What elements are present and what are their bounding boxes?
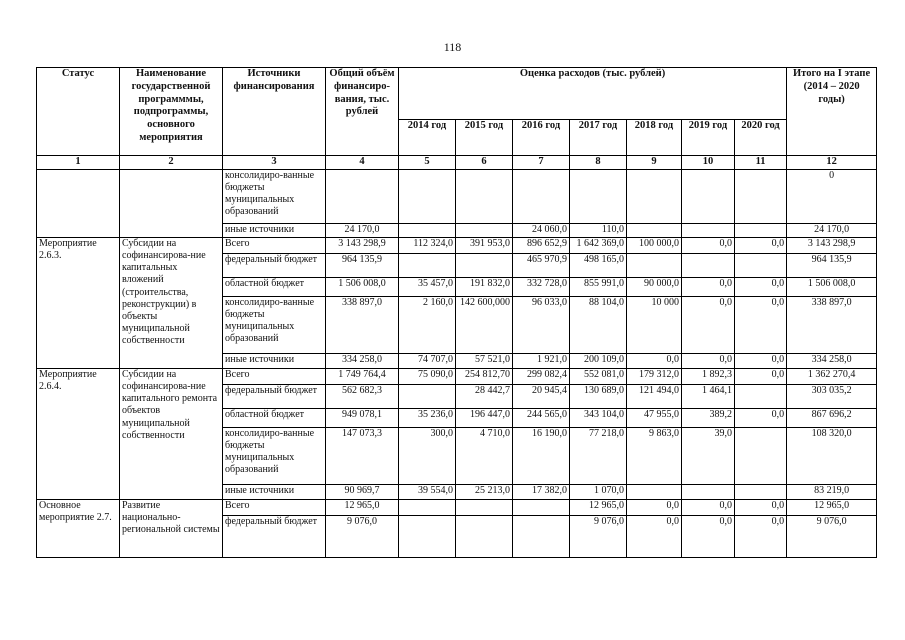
year-amount-cell: 0,0	[627, 499, 682, 515]
stage-total-cell: 83 219,0	[787, 484, 877, 499]
table-body	[37, 169, 877, 557]
year-amount-cell: 1 892,3	[682, 368, 735, 384]
year-amount-cell: 300,0	[399, 427, 456, 484]
funding-source-cell: федеральный бюджет	[223, 253, 326, 277]
column-number: 8	[570, 156, 627, 170]
year-amount-cell: 552 081,0	[570, 368, 627, 384]
stage-total-cell: 0	[787, 169, 877, 223]
year-amount-cell	[399, 515, 456, 557]
year-amount-cell	[513, 515, 570, 557]
year-amount-cell: 112 324,0	[399, 237, 456, 253]
year-amount-cell: 57 521,0	[456, 353, 513, 368]
year-amount-cell: 0,0	[735, 277, 787, 296]
year-amount-cell: 121 494,0	[627, 384, 682, 408]
stage-total-cell: 1 362 270,4	[787, 368, 877, 384]
total-amount-cell: 147 073,3	[326, 427, 399, 484]
year-amount-cell: 196 447,0	[456, 408, 513, 427]
column-number: 12	[787, 156, 877, 170]
year-amount-cell	[735, 384, 787, 408]
year-amount-cell: 179 312,0	[627, 368, 682, 384]
header-funding-source: Источники финансирования	[223, 68, 326, 156]
year-amount-cell	[456, 515, 513, 557]
total-amount-cell: 9 076,0	[326, 515, 399, 557]
funding-source-cell: областной бюджет	[223, 277, 326, 296]
year-amount-cell	[399, 253, 456, 277]
year-amount-cell	[682, 169, 735, 223]
year-amount-cell: 142 600,000	[456, 296, 513, 353]
year-amount-cell	[456, 223, 513, 237]
year-amount-cell	[570, 169, 627, 223]
total-amount-cell: 12 965,0	[326, 499, 399, 515]
year-amount-cell: 2 160,0	[399, 296, 456, 353]
column-number: 10	[682, 156, 735, 170]
year-amount-cell: 1 464,1	[682, 384, 735, 408]
year-amount-cell	[513, 499, 570, 515]
stage-total-cell: 867 696,2	[787, 408, 877, 427]
status-cell: Мероприятие 2.6.4.	[37, 368, 120, 499]
year-amount-cell: 0,0	[735, 499, 787, 515]
year-amount-cell: 0,0	[682, 499, 735, 515]
header-status: Статус	[37, 68, 120, 156]
header-expense-estimate: Оценка расходов (тыс. рублей)	[399, 68, 787, 120]
year-amount-cell: 1 070,0	[570, 484, 627, 499]
header-year: 2018 год	[627, 120, 682, 156]
year-amount-cell: 244 565,0	[513, 408, 570, 427]
header-total-amount: Общий объём финансиро-вания, тыс. рублей	[326, 68, 399, 156]
total-amount-cell: 3 143 298,9	[326, 237, 399, 253]
year-amount-cell	[735, 253, 787, 277]
year-amount-cell: 343 104,0	[570, 408, 627, 427]
total-amount-cell: 964 135,9	[326, 253, 399, 277]
year-amount-cell: 0,0	[735, 353, 787, 368]
year-amount-cell: 0,0	[682, 277, 735, 296]
stage-total-cell: 334 258,0	[787, 353, 877, 368]
year-amount-cell	[735, 223, 787, 237]
year-amount-cell: 20 945,4	[513, 384, 570, 408]
total-amount-cell: 24 170,0	[326, 223, 399, 237]
year-amount-cell: 0,0	[735, 515, 787, 557]
year-amount-cell	[399, 223, 456, 237]
year-amount-cell: 498 165,0	[570, 253, 627, 277]
year-amount-cell: 9 076,0	[570, 515, 627, 557]
year-amount-cell: 0,0	[682, 296, 735, 353]
funding-source-cell: иные источники	[223, 353, 326, 368]
year-amount-cell: 35 236,0	[399, 408, 456, 427]
table-row	[37, 169, 877, 223]
year-amount-cell: 100 000,0	[627, 237, 682, 253]
funding-source-cell: областной бюджет	[223, 408, 326, 427]
year-amount-cell	[735, 427, 787, 484]
year-amount-cell: 855 991,0	[570, 277, 627, 296]
status-cell: Мероприятие 2.6.3.	[37, 237, 120, 368]
program-name-cell: Субсидии на софинансирова-ние капитального ремонта объектов муниципальной собственности	[120, 368, 223, 499]
header-program-name: Наименование государственной программмы, подпрограммы, основного мероприятия	[120, 68, 223, 156]
year-amount-cell: 4 710,0	[456, 427, 513, 484]
year-amount-cell: 0,0	[735, 237, 787, 253]
year-amount-cell	[456, 253, 513, 277]
funding-source-cell: консолидиро-ванные бюджеты муниципальных образований	[223, 296, 326, 353]
year-amount-cell: 1 642 369,0	[570, 237, 627, 253]
funding-source-cell: федеральный бюджет	[223, 515, 326, 557]
header-year: 2017 год	[570, 120, 627, 156]
year-amount-cell	[513, 169, 570, 223]
column-number: 6	[456, 156, 513, 170]
year-amount-cell: 9 863,0	[627, 427, 682, 484]
year-amount-cell: 391 953,0	[456, 237, 513, 253]
stage-total-cell: 9 076,0	[787, 515, 877, 557]
funding-source-cell: иные источники	[223, 484, 326, 499]
year-amount-cell: 0,0	[682, 237, 735, 253]
stage-total-cell: 338 897,0	[787, 296, 877, 353]
year-amount-cell: 88 104,0	[570, 296, 627, 353]
stage-total-cell: 1 506 008,0	[787, 277, 877, 296]
year-amount-cell: 75 090,0	[399, 368, 456, 384]
year-amount-cell: 130 689,0	[570, 384, 627, 408]
year-amount-cell: 90 000,0	[627, 277, 682, 296]
year-amount-cell: 299 082,4	[513, 368, 570, 384]
year-amount-cell: 17 382,0	[513, 484, 570, 499]
stage-total-cell: 12 965,0	[787, 499, 877, 515]
year-amount-cell	[627, 484, 682, 499]
column-number: 1	[37, 156, 120, 170]
year-amount-cell: 96 033,0	[513, 296, 570, 353]
total-amount-cell: 562 682,3	[326, 384, 399, 408]
funding-source-cell: федеральный бюджет	[223, 384, 326, 408]
year-amount-cell: 896 652,9	[513, 237, 570, 253]
year-amount-cell: 0,0	[735, 408, 787, 427]
funding-source-cell: консолидиро-ванные бюджеты муниципальных образований	[223, 169, 326, 223]
total-amount-cell: 949 078,1	[326, 408, 399, 427]
year-amount-cell: 39 554,0	[399, 484, 456, 499]
funding-source-cell: консолидиро-ванные бюджеты муниципальных образований	[223, 427, 326, 484]
year-amount-cell: 0,0	[627, 353, 682, 368]
year-amount-cell	[735, 484, 787, 499]
program-name-cell: Развитие национально-региональной системы	[120, 499, 223, 557]
column-number: 9	[627, 156, 682, 170]
year-amount-cell: 39,0	[682, 427, 735, 484]
year-amount-cell: 10 000	[627, 296, 682, 353]
stage-total-cell: 964 135,9	[787, 253, 877, 277]
funding-source-cell: иные источники	[223, 223, 326, 237]
year-amount-cell: 12 965,0	[570, 499, 627, 515]
table-row	[37, 499, 877, 515]
year-amount-cell: 24 060,0	[513, 223, 570, 237]
year-amount-cell: 332 728,0	[513, 277, 570, 296]
year-amount-cell: 25 213,0	[456, 484, 513, 499]
year-amount-cell: 74 707,0	[399, 353, 456, 368]
stage-total-cell: 108 320,0	[787, 427, 877, 484]
column-number: 11	[735, 156, 787, 170]
budget-table	[36, 67, 877, 558]
year-amount-cell: 254 812,70	[456, 368, 513, 384]
year-amount-cell	[399, 384, 456, 408]
year-amount-cell: 389,2	[682, 408, 735, 427]
header-year: 2019 год	[682, 120, 735, 156]
total-amount-cell: 338 897,0	[326, 296, 399, 353]
year-amount-cell: 0,0	[735, 296, 787, 353]
header-year: 2016 год	[513, 120, 570, 156]
header-year: 2015 год	[456, 120, 513, 156]
column-number: 5	[399, 156, 456, 170]
table-row	[37, 237, 877, 253]
year-amount-cell	[682, 223, 735, 237]
year-amount-cell: 28 442,7	[456, 384, 513, 408]
year-amount-cell: 47 955,0	[627, 408, 682, 427]
table-row	[37, 368, 877, 384]
total-amount-cell: 1 749 764,4	[326, 368, 399, 384]
total-amount-cell: 334 258,0	[326, 353, 399, 368]
year-amount-cell: 465 970,9	[513, 253, 570, 277]
year-amount-cell	[456, 499, 513, 515]
total-amount-cell	[326, 169, 399, 223]
page-number: 118	[443, 40, 462, 54]
program-name-cell: Субсидии на софинансирова-ние капитальных вложений (строительства, реконструкции) в объекты муниципальной собственности	[120, 237, 223, 368]
total-amount-cell: 1 506 008,0	[326, 277, 399, 296]
column-number: 4	[326, 156, 399, 170]
status-cell: Основное мероприятие 2.7.	[37, 499, 120, 557]
funding-source-cell: Всего	[223, 368, 326, 384]
year-amount-cell: 0,0	[682, 515, 735, 557]
stage-total-cell: 3 143 298,9	[787, 237, 877, 253]
year-amount-cell	[735, 169, 787, 223]
year-amount-cell	[682, 253, 735, 277]
header-stage-total: Итого на I этапе (2014 – 2020 годы)	[787, 68, 877, 156]
stage-total-cell: 303 035,2	[787, 384, 877, 408]
column-number: 2	[120, 156, 223, 170]
funding-source-cell: Всего	[223, 499, 326, 515]
year-amount-cell	[627, 223, 682, 237]
year-amount-cell	[627, 253, 682, 277]
stage-total-cell: 24 170,0	[787, 223, 877, 237]
column-number: 3	[223, 156, 326, 170]
column-number: 7	[513, 156, 570, 170]
header-year: 2014 год	[399, 120, 456, 156]
year-amount-cell: 77 218,0	[570, 427, 627, 484]
year-amount-cell: 16 190,0	[513, 427, 570, 484]
year-amount-cell	[399, 499, 456, 515]
year-amount-cell	[627, 169, 682, 223]
total-amount-cell: 90 969,7	[326, 484, 399, 499]
header-year: 2020 год	[735, 120, 787, 156]
year-amount-cell	[682, 484, 735, 499]
year-amount-cell: 0,0	[627, 515, 682, 557]
program-name-cell	[120, 169, 223, 237]
funding-source-cell: Всего	[223, 237, 326, 253]
year-amount-cell	[399, 169, 456, 223]
year-amount-cell	[456, 169, 513, 223]
year-amount-cell: 110,0	[570, 223, 627, 237]
status-cell	[37, 169, 120, 237]
year-amount-cell: 0,0	[682, 353, 735, 368]
year-amount-cell: 1 921,0	[513, 353, 570, 368]
year-amount-cell: 200 109,0	[570, 353, 627, 368]
year-amount-cell: 35 457,0	[399, 277, 456, 296]
year-amount-cell: 0,0	[735, 368, 787, 384]
year-amount-cell: 191 832,0	[456, 277, 513, 296]
